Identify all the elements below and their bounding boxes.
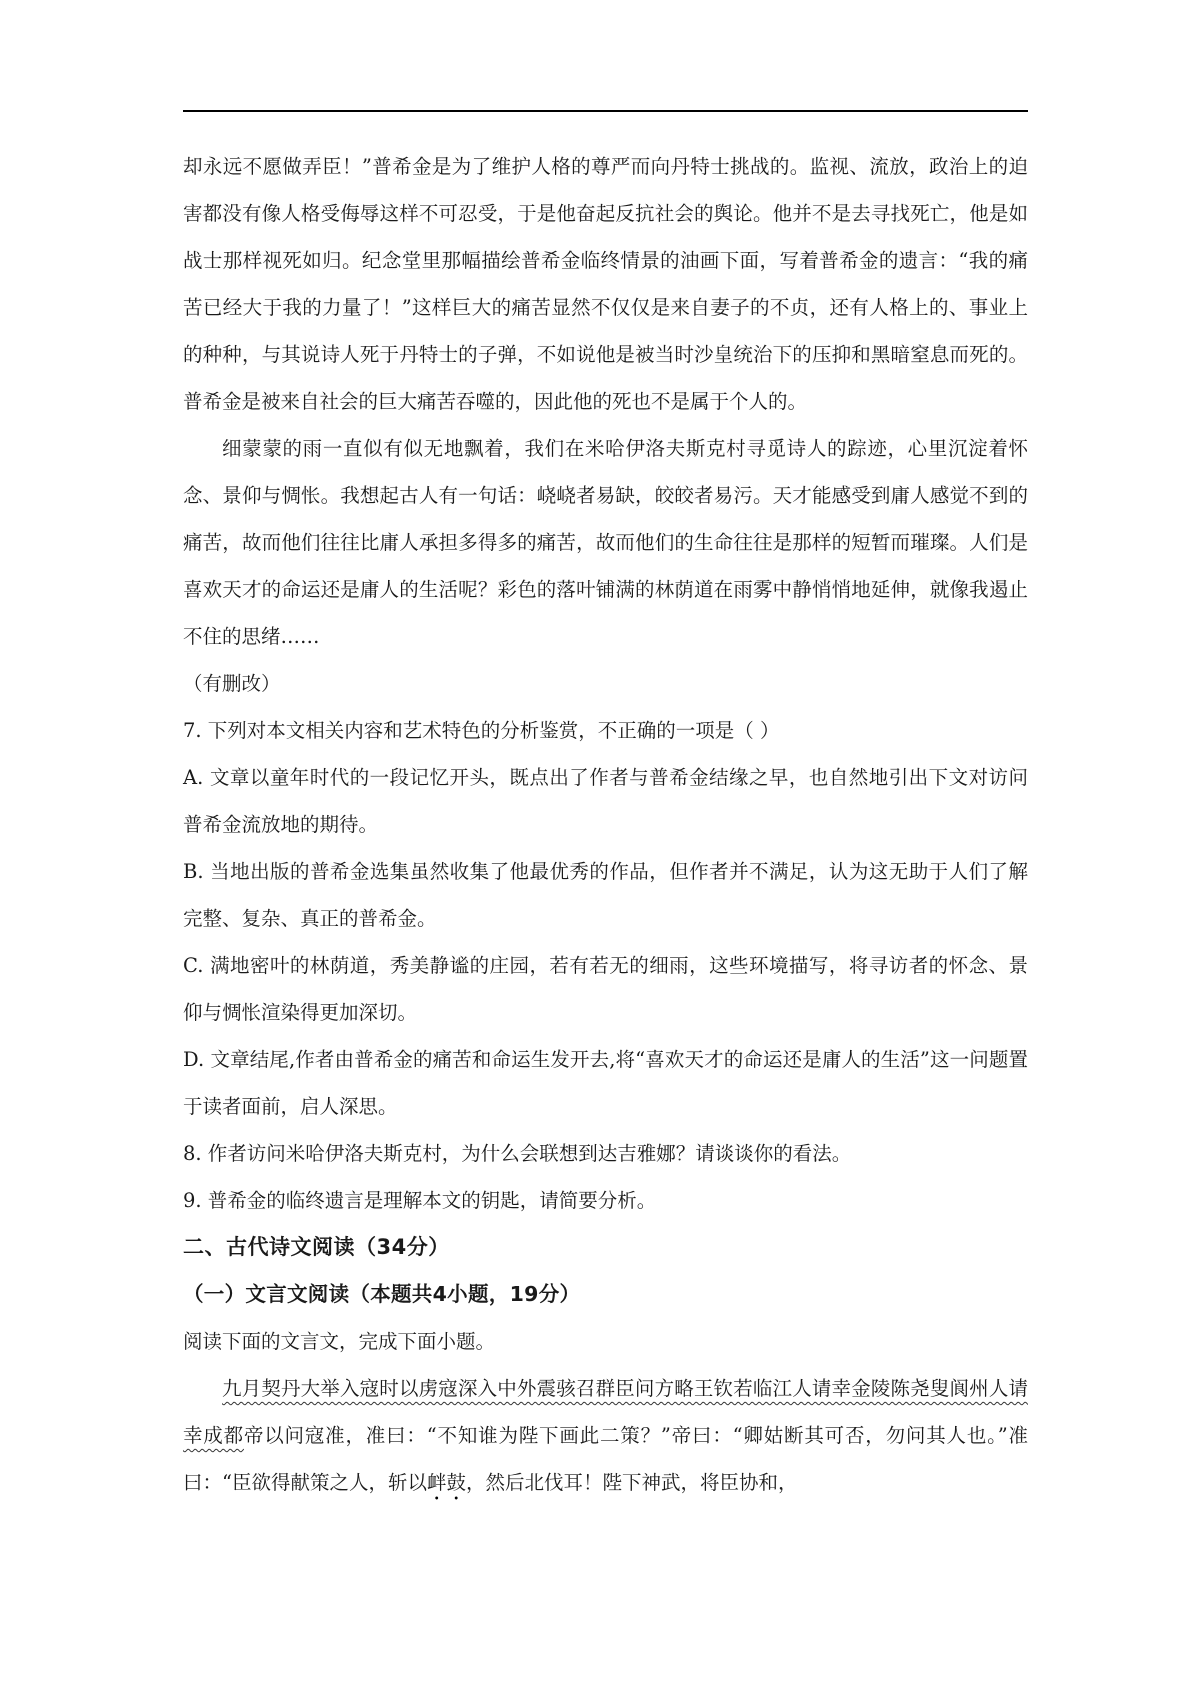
question-8: 8. 作者访问米哈伊洛夫斯克村，为什么会联想到达吉雅娜？请谈谈你的看法。 xyxy=(183,1142,852,1165)
passage-paragraph-1: 却永远不愿做弄臣！”普希金是为了维护人格的尊严而向丹特士挑战的。监视、流放，政治上的迫害都没有像人格受侮辱这样不可忍受，于是他奋起反抗社会的舆论。他并不是去寻找死亡，他是如战士那样视死如归。纪念堂里那幅描绘普希金临终情景的油画下面，写着普希金的遗言：“我的痛苦已经大于我的力量了！”这样巨大的痛苦显然不仅仅是来自妻子的不贞，还有人格上的、事业上的种种，与其说诗人死于丹特士的子弹，不如说他是被当时沙皇统治下的压抑和黑暗窒息而死的。普希金是被来自社会的巨大痛苦吞噬的，因此他的死也不是属于个人的。 xyxy=(183,155,1028,413)
classical-text-a: 帝以问寇准，准曰：“不知谁为陛下画此二策？”帝曰：“卿姑断其可否，勿问其人也。”准曰：“臣欲得献策之人，斩以 xyxy=(183,1424,1028,1494)
wavy-underlined-text: 九月契丹大举入寇时以虏寇深入中外震骇召群臣问方略王钦若临江人请幸金陵陈尧叟阆州人请幸成都 xyxy=(183,1377,1028,1447)
section-title: 二、古代诗文阅读（34分） xyxy=(183,1235,450,1259)
dotted-emphasis-text: 衅鼓 xyxy=(426,1471,466,1494)
source-note: （有删改） xyxy=(183,672,281,695)
page-content xyxy=(183,143,1028,1506)
question-7-option-d: D. 文章结尾,作者由普希金的痛苦和命运生发开去,将“喜欢天才的命运还是庸人的生活”这一问题置于读者面前，启人深思。 xyxy=(183,1048,1028,1118)
sub-section-title: （一）文言文阅读（本题共4小题，19分） xyxy=(183,1282,581,1306)
header-rule xyxy=(183,110,1028,112)
passage-paragraph-2: 细蒙蒙的雨一直似有似无地飘着，我们在米哈伊洛夫斯克村寻觅诗人的踪迹，心里沉淀着怀念、景仰与惆怅。我想起古人有一句话：峣峣者易缺，皎皎者易污。天才能感受到庸人感觉不到的痛苦，故而他们往往比庸人承担多得多的痛苦，故而他们的生命往往是那样的短暂而璀璨。人们是喜欢天才的命运还是庸人的生活呢？彩色的落叶铺满的林荫道在雨雾中静悄悄地延伸，就像我遏止不住的思绪…… xyxy=(183,437,1028,648)
reading-instruction: 阅读下面的文言文，完成下面小题。 xyxy=(183,1330,496,1353)
question-9: 9. 普希金的临终遗言是理解本文的钥匙，请简要分析。 xyxy=(183,1189,657,1212)
classical-text-b: ，然后北伐耳！陛下神武，将臣协和， xyxy=(466,1471,798,1494)
question-7-option-a: A. 文章以童年时代的一段记忆开头，既点出了作者与普希金结缘之早，也自然地引出下文对访问普希金流放地的期待。 xyxy=(183,766,1028,836)
question-7-option-c: C. 满地密叶的林荫道，秀美静谧的庄园，若有若无的细雨，这些环境描写，将寻访者的怀念、景仰与惆怅渲染得更加深切。 xyxy=(183,954,1028,1024)
question-7-option-b: B. 当地出版的普希金选集虽然收集了他最优秀的作品，但作者并不满足，认为这无助于人们了解完整、复杂、真正的普希金。 xyxy=(183,860,1028,930)
classical-text-paragraph xyxy=(183,1365,1028,1506)
question-7-stem: 7. 下列对本文相关内容和艺术特色的分析鉴赏，不正确的一项是（ ） xyxy=(183,719,780,742)
